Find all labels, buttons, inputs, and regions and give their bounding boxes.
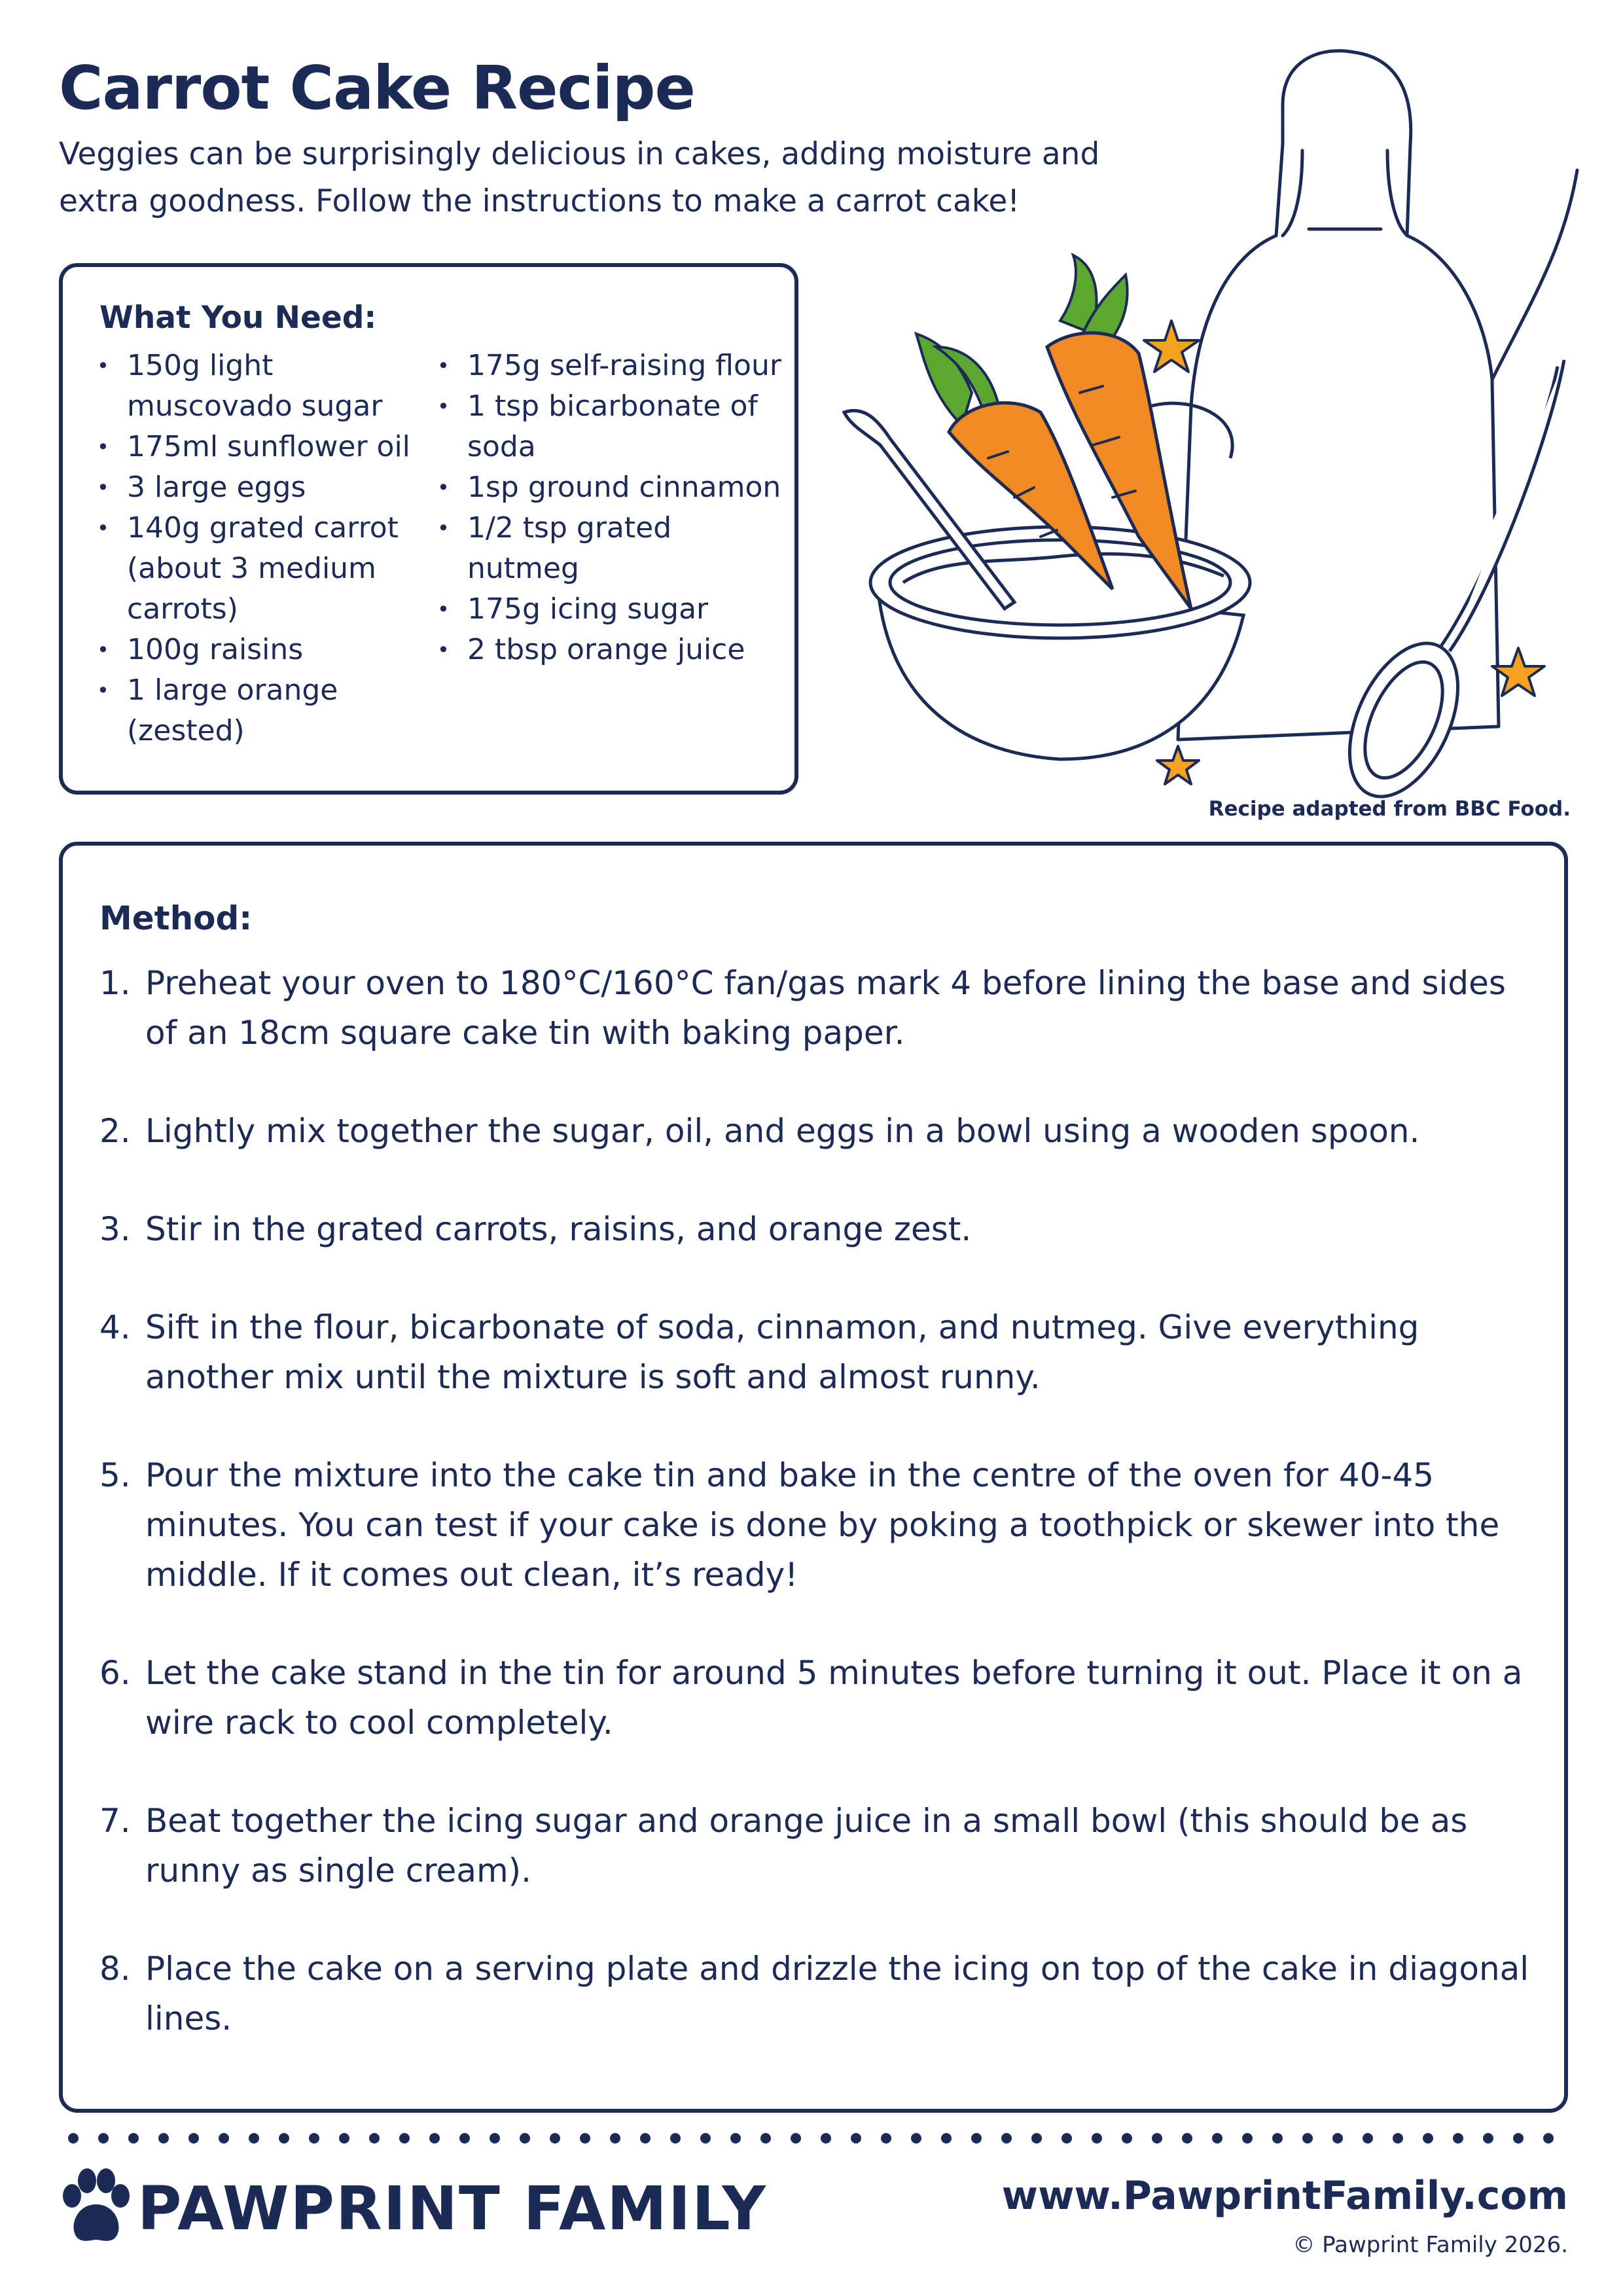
divider-dot <box>1393 2133 1403 2144</box>
divider-dot <box>98 2133 109 2144</box>
ingredients-list-left <box>93 346 420 751</box>
divider-dot <box>399 2133 410 2144</box>
method-title: Method: <box>99 899 253 937</box>
divider-dot <box>219 2133 229 2144</box>
ingredient-item: • 2 tbsp orange juice <box>433 630 787 670</box>
divider-dot <box>158 2133 169 2144</box>
ingredient-item: • 1 large orange (zested) <box>93 670 420 751</box>
divider-dot <box>1001 2133 1012 2144</box>
recipe-credit: Recipe adapted from BBC Food. <box>1208 797 1571 821</box>
divider-dot <box>1242 2133 1253 2144</box>
logo-text: PAWPRINT FAMILY <box>137 2174 767 2244</box>
divider-dot <box>1122 2133 1132 2144</box>
divider-dot <box>971 2133 982 2144</box>
step-text: Beat together the icing sugar and orange juice in a small bowl (this should be as runny as single cream). <box>145 1802 1468 1890</box>
divider-dot <box>279 2133 289 2144</box>
divider-dot <box>580 2133 590 2144</box>
divider-dot <box>851 2133 861 2144</box>
method-step <box>99 1106 1533 1156</box>
divider-dot <box>1423 2133 1433 2144</box>
divider-dot <box>1363 2133 1373 2144</box>
method-step <box>99 1450 1533 1600</box>
step-number: 8. <box>99 1950 131 1988</box>
step-number: 4. <box>99 1308 131 1346</box>
step-number: 1. <box>99 964 131 1002</box>
page-title: Carrot Cake Recipe <box>59 53 695 123</box>
divider-dot <box>1483 2133 1493 2144</box>
divider-dot <box>1212 2133 1222 2144</box>
baking-illustration <box>825 39 1597 798</box>
divider-dot <box>429 2133 440 2144</box>
ingredient-item: • 3 large eggs <box>93 467 420 508</box>
step-number: 3. <box>99 1210 131 1248</box>
step-number: 2. <box>99 1112 131 1150</box>
divider-dot <box>791 2133 801 2144</box>
ingredient-item: • 175g icing sugar <box>433 589 787 630</box>
paw-icon <box>59 2166 131 2251</box>
method-step <box>99 1204 1533 1254</box>
ingredient-item: • 100g raisins <box>93 630 420 670</box>
divider-dot <box>550 2133 560 2144</box>
step-number: 7. <box>99 1802 131 1840</box>
website-link[interactable]: www.PawprintFamily.com <box>1001 2173 1568 2219</box>
ingredients-box <box>59 263 798 795</box>
divider-dot <box>1543 2133 1554 2144</box>
step-number: 6. <box>99 1654 131 1692</box>
divider-dot <box>459 2133 470 2144</box>
ingredient-item: • 140g grated carrot (about 3 medium carrots) <box>93 508 420 630</box>
divider-dot <box>369 2133 380 2144</box>
method-steps <box>99 958 1533 2092</box>
dotted-divider <box>65 2130 1571 2146</box>
divider-dot <box>700 2133 711 2144</box>
step-text: Let the cake stand in the tin for around 5 minutes before turning it out. Place it on a wire rack to cool completely. <box>145 1654 1523 1742</box>
divider-dot <box>821 2133 831 2144</box>
method-step <box>99 1944 1533 2043</box>
divider-dot <box>640 2133 651 2144</box>
ingredient-item: • 1/2 tsp grated nutmeg <box>433 508 787 589</box>
method-step <box>99 1302 1533 1402</box>
divider-dot <box>1031 2133 1042 2144</box>
divider-dot <box>670 2133 681 2144</box>
divider-dot <box>1092 2133 1102 2144</box>
method-box <box>59 842 1568 2113</box>
copyright-text: © Pawprint Family 2026. <box>1293 2232 1568 2258</box>
divider-dot <box>1182 2133 1192 2144</box>
divider-dot <box>188 2133 199 2144</box>
divider-dot <box>1272 2133 1283 2144</box>
ingredients-title: What You Need: <box>99 300 377 336</box>
divider-dot <box>490 2133 500 2144</box>
pawprint-logo <box>59 2166 779 2251</box>
divider-dot <box>760 2133 771 2144</box>
divider-dot <box>1061 2133 1072 2144</box>
divider-dot <box>520 2133 530 2144</box>
divider-dot <box>730 2133 741 2144</box>
divider-dot <box>1332 2133 1343 2144</box>
divider-dot <box>1453 2133 1463 2144</box>
ingredient-item: • 175g self-raising flour <box>433 346 787 386</box>
divider-dot <box>128 2133 139 2144</box>
step-text: Place the cake on a serving plate and drizzle the icing on top of the cake in diagonal lines. <box>145 1950 1529 2037</box>
divider-dot <box>881 2133 891 2144</box>
step-text: Preheat your oven to 180°C/160°C fan/gas mark 4 before lining the base and sides of an 18cm square cake tin with baking paper. <box>145 964 1506 1052</box>
ingredient-item: • 1sp ground cinnamon <box>433 467 787 508</box>
divider-dot <box>610 2133 620 2144</box>
ingredient-item: • 1 tsp bicarbonate of soda <box>433 386 787 467</box>
step-text: Lightly mix together the sugar, oil, and eggs in a bowl using a wooden spoon. <box>145 1112 1420 1150</box>
divider-dot <box>309 2133 319 2144</box>
step-text: Sift in the flour, bicarbonate of soda, cinnamon, and nutmeg. Give everything another mix until the mixture is soft and almost runny. <box>145 1308 1419 1396</box>
step-text: Stir in the grated carrots, raisins, and orange zest. <box>145 1210 972 1248</box>
ingredients-list-right <box>433 346 787 670</box>
divider-dot <box>941 2133 952 2144</box>
step-text: Pour the mixture into the cake tin and bake in the centre of the oven for 40-45 minutes. You can test if your cake is done by poking a toothpick or skewer into the middle. If it comes out clean, it’s ready! <box>145 1456 1500 1594</box>
divider-dot <box>1302 2133 1313 2144</box>
divider-dot <box>249 2133 259 2144</box>
divider-dot <box>68 2133 79 2144</box>
divider-dot <box>1513 2133 1524 2144</box>
divider-dot <box>1152 2133 1162 2144</box>
method-step <box>99 958 1533 1058</box>
ingredient-item: • 175ml sunflower oil <box>93 427 420 467</box>
method-step <box>99 1648 1533 1748</box>
ingredient-item: • 150g light muscovado sugar <box>93 346 420 427</box>
method-step <box>99 1796 1533 1895</box>
step-number: 5. <box>99 1456 131 1494</box>
divider-dot <box>339 2133 349 2144</box>
intro-text: Veggies can be surprisingly delicious in cakes, adding moisture and extra goodness. Follow the instructions to make a carrot cake! <box>59 136 1100 219</box>
divider-dot <box>911 2133 921 2144</box>
